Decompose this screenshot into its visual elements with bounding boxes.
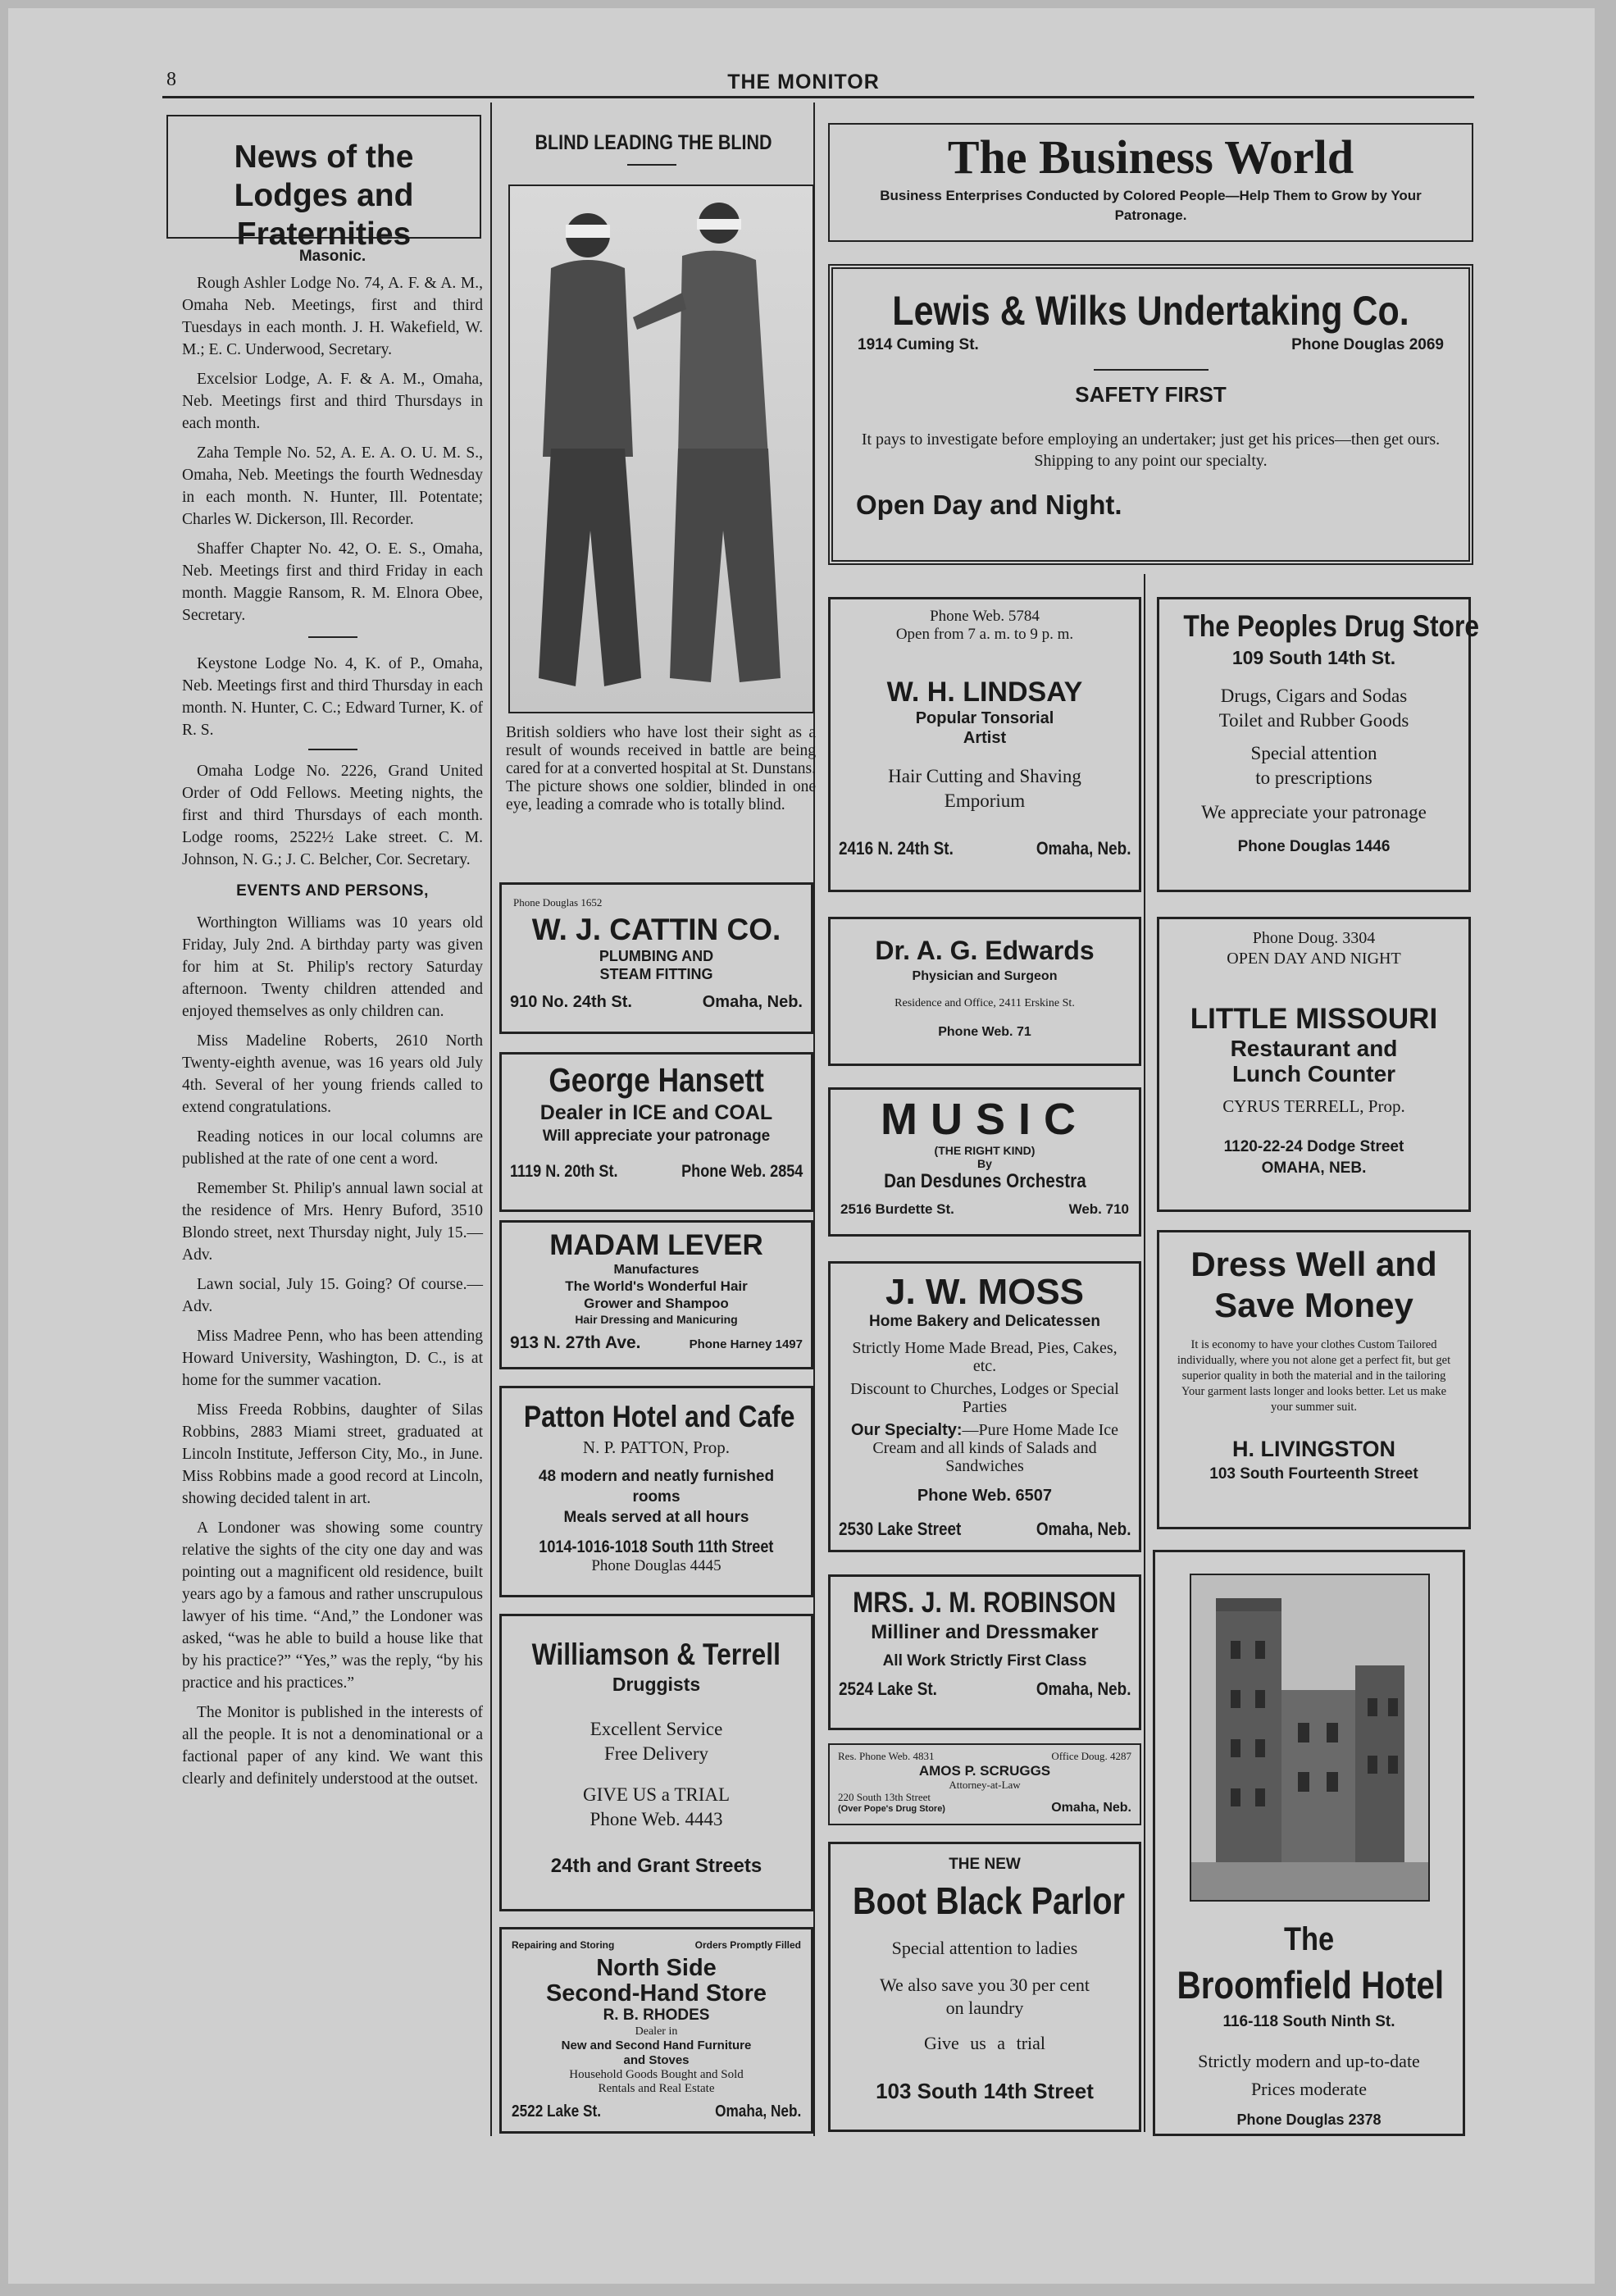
lever-line4: Hair Dressing and Manicuring — [575, 1313, 738, 1326]
cattin-line2: STEAM FITTING — [599, 966, 713, 982]
ad-lindsay — [828, 597, 1141, 892]
business-world-box — [828, 123, 1473, 242]
cattin-name: W. J. CATTIN CO. — [531, 913, 781, 946]
ad-little-missouri — [1157, 917, 1471, 1212]
lewis-slogan: SAFETY FIRST — [1075, 382, 1227, 407]
column-rule-3 — [1144, 574, 1145, 2132]
lindsay-line1: Popular Tonsorial — [915, 709, 1054, 727]
bootblack-line3: on laundry — [945, 1998, 1024, 2018]
peoples-line3: Special attention — [1250, 743, 1377, 763]
broomfield-the: The — [1283, 1921, 1335, 1957]
broomfield-line1: Strictly modern and up-to-date — [1198, 2051, 1420, 2071]
lindsay-line3: Hair Cutting and Shaving — [888, 766, 1081, 786]
masthead-title: THE MONITOR — [727, 71, 880, 93]
lewis-address: 1914 Cuming St. — [858, 336, 979, 353]
peoples-line2: Toilet and Rubber Goods — [1218, 710, 1409, 731]
williamson-name: Williamson & Terrell — [531, 1638, 781, 1671]
williamson-sub: Druggists — [612, 1674, 701, 1695]
cattin-city: Omaha, Neb. — [702, 993, 803, 1011]
peoples-phone: Phone Douglas 1446 — [1237, 838, 1391, 855]
moss-city: Omaha, Neb. — [1036, 1519, 1131, 1539]
livingston-title1: Dress Well and — [1190, 1245, 1437, 1283]
robinson-name: MRS. J. M. ROBINSON — [853, 1587, 1117, 1619]
event-notice: Miss Madree Penn, who has been attending Howard University, Washington, D. C., is at home for the summer vacation. — [182, 1328, 483, 1389]
moss-line2: Strictly Home Made Bread, Pies, Cakes, etc. — [852, 1339, 1118, 1375]
ad-scruggs — [828, 1743, 1141, 1825]
rhodes-address: 2522 Lake St. — [512, 2102, 602, 2121]
event-notice: A Londoner was showing some country relative the sights of the city one day and was pointing out a magnificent old residence, built years ago by a famous and rather unscrupulous lawyer of his time. “And,” the Londoner was asked, “was he able to build a house like that by his practice?” “Yes,” was the reply, “by his practice and his practices.” — [182, 1519, 483, 1692]
music-kind: (THE RIGHT KIND) — [934, 1144, 1036, 1157]
soldiers-photo — [508, 184, 814, 713]
lodge-notice: Zaha Temple No. 52, A. E. A. O. U. M. S., Omaha, Neb. Meetings the fourth Wednesday in each month. N. Hunter, Ill. Potentate; Charles W. Dickerson, Ill. Recorder. — [182, 444, 483, 528]
ad-williamson-terrell — [499, 1614, 813, 1911]
ad-edwards — [828, 917, 1141, 1066]
rhodes-line3: Household Goods Bought and Sold — [569, 2068, 744, 2081]
bootblack-new: THE NEW — [949, 1856, 1021, 1873]
hansett-name: George Hansett — [549, 1061, 764, 1099]
williamson-line1: Excellent Service — [589, 1719, 723, 1739]
lever-line3: Grower and Shampoo — [584, 1296, 729, 1311]
lindsay-phone: Phone Web. 5784 — [930, 608, 1040, 625]
ad-music — [828, 1087, 1141, 1237]
lodge-notice: Shaffer Chapter No. 42, O. E. S., Omaha, Neb. Meetings first and third Friday in each month. Maggie Ransom, R. M. Elnora Obee, Secretary. — [182, 540, 483, 624]
broomfield-name: Broomfield Hotel — [1177, 1963, 1445, 2007]
lindsay-hours: Open from 7 a. m. to 9 p. m. — [895, 626, 1074, 643]
hansett-phone: Phone Web. 2854 — [681, 1162, 803, 1181]
lindsay-line4: Emporium — [944, 790, 1026, 811]
scruggs-office-phone: Office Doug. 4287 — [1051, 1750, 1131, 1762]
ad-robinson — [828, 1574, 1141, 1730]
lewis-body: It pays to investigate before employing an undertaker; just get his prices—then get ours. Shipping to any point our specialty. — [861, 430, 1441, 470]
ad-hansett — [499, 1052, 813, 1212]
music-name: MUSIC — [881, 1095, 1089, 1144]
hansett-line1: Dealer in ICE and COAL — [539, 1101, 773, 1124]
missouri-name: LITTLE MISSOURI — [1190, 1003, 1438, 1035]
missouri-hours: OPEN DAY AND NIGHT — [1227, 950, 1401, 968]
lindsay-line2: Artist — [963, 729, 1007, 747]
broomfield-line2: Prices moderate — [1250, 2079, 1368, 2099]
event-notice: Miss Freeda Robbins, daughter of Silas Robbins, 2883 Miami street, graduated at Lincoln Institute, Jefferson City, Mo., in June. Miss Robbins made a good record at Lincoln, showing decided talent in art. — [182, 1401, 483, 1507]
patton-name: Patton Hotel and Cafe — [523, 1400, 795, 1433]
lindsay-city: Omaha, Neb. — [1036, 838, 1131, 859]
peoples-line1: Drugs, Cigars and Sodas — [1220, 686, 1408, 706]
separator — [308, 749, 357, 750]
rhodes-city: Omaha, Neb. — [714, 2102, 801, 2121]
events-head: EVENTS AND PERSONS, — [236, 882, 429, 900]
peoples-line4: to prescriptions — [1255, 768, 1372, 788]
williamson-line3: GIVE US a TRIAL — [582, 1784, 731, 1805]
bootblack-name: Boot Black Parlor — [853, 1879, 1125, 1922]
ad-moss — [828, 1261, 1141, 1552]
peoples-name: The Peoples Drug Store — [1183, 609, 1480, 643]
rhodes-name1: North Side — [596, 1955, 717, 1981]
masthead-rule — [162, 96, 1474, 98]
lever-line1: Manufactures — [613, 1263, 699, 1277]
hansett-line2: Will appreciate your patronage — [542, 1128, 771, 1145]
patton-line2: rooms — [632, 1488, 681, 1506]
lodges-column — [182, 248, 483, 1797]
music-by: By — [977, 1157, 992, 1170]
blind-caption: British soldiers who have lost their sight as a result of wounds received in battle are being cared for at a converted hospital at St. Dunstans. The picture shows one soldier, blinded in one eye, leading a comrade who is totally blind. — [506, 724, 816, 813]
lodges-title: News of the Lodges and Fraternities — [234, 139, 414, 252]
peoples-address: 109 South 14th St. — [1231, 647, 1396, 668]
separator — [308, 636, 357, 638]
moss-phone: Phone Web. 6507 — [917, 1487, 1053, 1505]
music-band: Dan Desdunes Orchestra — [883, 1170, 1086, 1192]
rhodes-line4: Rentals and Real Estate — [598, 2082, 715, 2095]
cattin-address: 910 No. 24th St. — [510, 993, 632, 1011]
moss-specialty-label: Our Specialty: — [850, 1421, 963, 1439]
lodges-title-box — [166, 115, 481, 252]
livingston-name: H. LIVINGSTON — [1231, 1437, 1396, 1461]
broomfield-address: 116-118 South Ninth St. — [1222, 2013, 1395, 2030]
scruggs-note: (Over Pope's Drug Store) — [838, 1804, 945, 1814]
lever-line2: The World's Wonderful Hair — [565, 1278, 748, 1294]
lever-address: 913 N. 27th Ave. — [510, 1333, 641, 1352]
broomfield-phone: Phone Douglas 2378 — [1236, 2112, 1382, 2128]
event-notice: Miss Madeline Roberts, 2610 North Twenty-eighth avenue, was 16 years old July 4th. Several of her young friends called to extend congratulations. — [182, 1032, 483, 1116]
lindsay-address: 2416 N. 24th St. — [839, 838, 954, 859]
cattin-line1: PLUMBING AND — [599, 948, 714, 964]
patton-address: 1014-1016-1018 South 11th Street — [539, 1538, 774, 1556]
lodge-notice: Rough Ashler Lodge No. 74, A. F. & A. M., Omaha Neb. Meetings, first and third Tuesdays in each month. J. H. Wakefield, W. M.; E. C. Underwood, Secretary. — [182, 275, 483, 358]
bootblack-line1: Special attention to ladies — [891, 1938, 1078, 1958]
rhodes-right: Orders Promptly Filled — [694, 1939, 801, 1951]
business-sub: Business Enterprises Conducted by Colored People—Help Them to Grow by Your Patronage. — [880, 188, 1422, 223]
patton-prop: N. P. PATTON, Prop. — [582, 1437, 731, 1457]
rhodes-left: Repairing and Storing — [512, 1939, 615, 1951]
lever-name: MADAM LEVER — [549, 1229, 763, 1261]
edwards-phone: Phone Web. 71 — [938, 1025, 1031, 1039]
ad-peoples-drug — [1157, 597, 1480, 892]
page-number: 8 — [166, 69, 176, 90]
rhodes-dealer: Dealer in — [635, 2025, 678, 2038]
event-notice: Remember St. Philip's annual lawn social at the residence of Mrs. Henry Buford, 3510 Blondo street, next Thursday night, July 15.—Adv. — [182, 1180, 483, 1264]
rhodes-owner: R. B. RHODES — [603, 2007, 710, 2024]
separator — [627, 164, 676, 166]
cattin-phone: Phone Douglas 1652 — [513, 896, 603, 909]
missouri-line1: Restaurant and — [1230, 1036, 1398, 1061]
scruggs-address: 220 South 13th Street — [838, 1791, 931, 1803]
scruggs-title: Attorney-at-Law — [949, 1779, 1021, 1791]
hotel-photo — [1190, 1574, 1430, 1902]
masonic-head: Masonic. — [298, 248, 366, 265]
livingston-body: It is economy to have your clothes Custom Tailored individually, where you not alone get a perfect fit, but get superior quality in both the material and in the tailoring Your garment lasts longer and looks better. Let us make your summer suit. — [1177, 1338, 1451, 1414]
rhodes-name2: Second-Hand Store — [545, 1980, 767, 2007]
hansett-address: 1119 N. 20th St. — [510, 1162, 618, 1181]
blind-title: BLIND LEADING THE BLIND — [535, 131, 773, 154]
robinson-line2: All Work Strictly First Class — [882, 1652, 1087, 1670]
williamson-address: 24th and Grant Streets — [550, 1855, 762, 1877]
missouri-prop: CYRUS TERRELL, Prop. — [1222, 1096, 1405, 1116]
event-notice: Lawn social, July 15. Going? Of course.—Adv. — [182, 1276, 483, 1315]
missouri-city: OMAHA, NEB. — [1261, 1159, 1367, 1177]
moss-line1: Home Bakery and Delicatessen — [869, 1313, 1100, 1330]
scruggs-name: AMOS P. SCRUGGS — [918, 1763, 1051, 1779]
moss-line3: Discount to Churches, Lodges or Special Parties — [850, 1380, 1119, 1416]
rhodes-line1: New and Second Hand Furniture — [561, 2039, 752, 2052]
ad-cattin — [499, 882, 813, 1034]
business-title: The Business World — [947, 130, 1354, 184]
edwards-address: Residence and Office, 2411 Erskine St. — [894, 997, 1075, 1009]
hotel-building-image — [1191, 1575, 1428, 1900]
ad-livingston — [1157, 1230, 1471, 1529]
robinson-line1: Milliner and Dressmaker — [871, 1621, 1099, 1643]
lewis-name: Lewis & Wilks Undertaking Co. — [892, 288, 1409, 334]
scruggs-city: Omaha, Neb. — [1051, 1801, 1131, 1815]
patton-line3: Meals served at all hours — [563, 1509, 749, 1526]
ad-broomfield-hotel — [1153, 1550, 1465, 2136]
patton-line1: 48 modern and neatly furnished — [538, 1468, 775, 1485]
music-phone: Web. 710 — [1068, 1201, 1129, 1217]
event-notice: Reading notices in our local columns are published at the rate of one cent a word. — [182, 1128, 483, 1168]
ad-boot-black-parlor — [828, 1842, 1141, 2132]
scruggs-res-phone: Res. Phone Web. 4831 — [838, 1750, 935, 1762]
lodge-notice: Excelsior Lodge, A. F. & A. M., Omaha, Neb. Meetings first and third Thursdays in each month. — [182, 371, 483, 432]
patton-phone: Phone Douglas 4445 — [591, 1557, 722, 1574]
column-rule-1 — [490, 102, 492, 2136]
robinson-address: 2524 Lake St. — [839, 1679, 937, 1699]
livingston-title2: Save Money — [1214, 1286, 1413, 1324]
moss-specialty: —Pure Home Made Ice Cream and all kinds of Salads and Sandwiches — [872, 1421, 1119, 1475]
edwards-name: Dr. A. G. Edwards — [875, 936, 1095, 965]
lewis-hours: Open Day and Night. — [856, 490, 1122, 520]
newspaper-page — [8, 8, 1595, 2284]
williamson-phone: Phone Web. 4443 — [589, 1809, 723, 1829]
missouri-address: 1120-22-24 Dodge Street — [1223, 1138, 1404, 1155]
livingston-address: 103 South Fourteenth Street — [1209, 1465, 1418, 1483]
ad-madam-lever — [499, 1220, 813, 1369]
bootblack-address: 103 South 14th Street — [876, 2079, 1094, 2103]
edwards-title: Physician and Surgeon — [912, 969, 1058, 983]
missouri-phone: Phone Doug. 3304 — [1252, 929, 1376, 947]
moss-name: J. W. MOSS — [885, 1272, 1085, 1312]
moss-address: 2530 Lake Street — [839, 1519, 962, 1539]
music-address: 2516 Burdette St. — [840, 1201, 954, 1217]
blind-soldiers-image — [510, 186, 813, 712]
peoples-line5: We appreciate your patronage — [1201, 802, 1427, 822]
ad-patton-hotel — [499, 1386, 813, 1597]
separator — [1094, 369, 1209, 371]
williamson-line2: Free Delivery — [603, 1743, 709, 1764]
lever-phone: Phone Harney 1497 — [689, 1337, 803, 1351]
lodge-notice: Keystone Lodge No. 4, K. of P., Omaha, Neb. Meetings first and third Thursday in each month. N. Hunter, C. C.; Edward Turner, K. of R. S. — [182, 655, 483, 739]
ad-north-side-second-hand — [499, 1927, 813, 2134]
lodge-notice: Omaha Lodge No. 2226, Grand United Order of Odd Fellows. Meeting nights, the first and third Thursdays of each month. Lodge rooms, 2522½ Lake street. C. M. Johnson, N. G.; J. C. Belcher, Cor. Secretary. — [182, 763, 483, 868]
event-notice: Worthington Williams was 10 years old Friday, July 2nd. A birthday party was given for him at St. Philip's rectory Saturday afternoon. Twenty children attended and enjoyed themselves as only children can. — [182, 914, 483, 1020]
lindsay-name: W. H. LINDSAY — [886, 676, 1083, 708]
missouri-line2: Lunch Counter — [1231, 1061, 1396, 1086]
rhodes-line2: and Stoves — [623, 2053, 690, 2067]
ad-lewis-wilks — [828, 264, 1473, 565]
bootblack-line2: We also save you 30 per cent — [879, 1975, 1090, 1995]
lewis-phone: Phone Douglas 2069 — [1291, 336, 1444, 353]
bootblack-line4: Give us a trial — [923, 2033, 1046, 2053]
event-notice: The Monitor is published in the interests of all the people. It is not a denominational or a factional paper of any kind. We want this clearly and definitely understood at the outset. — [182, 1704, 483, 1788]
robinson-city: Omaha, Neb. — [1036, 1679, 1131, 1699]
